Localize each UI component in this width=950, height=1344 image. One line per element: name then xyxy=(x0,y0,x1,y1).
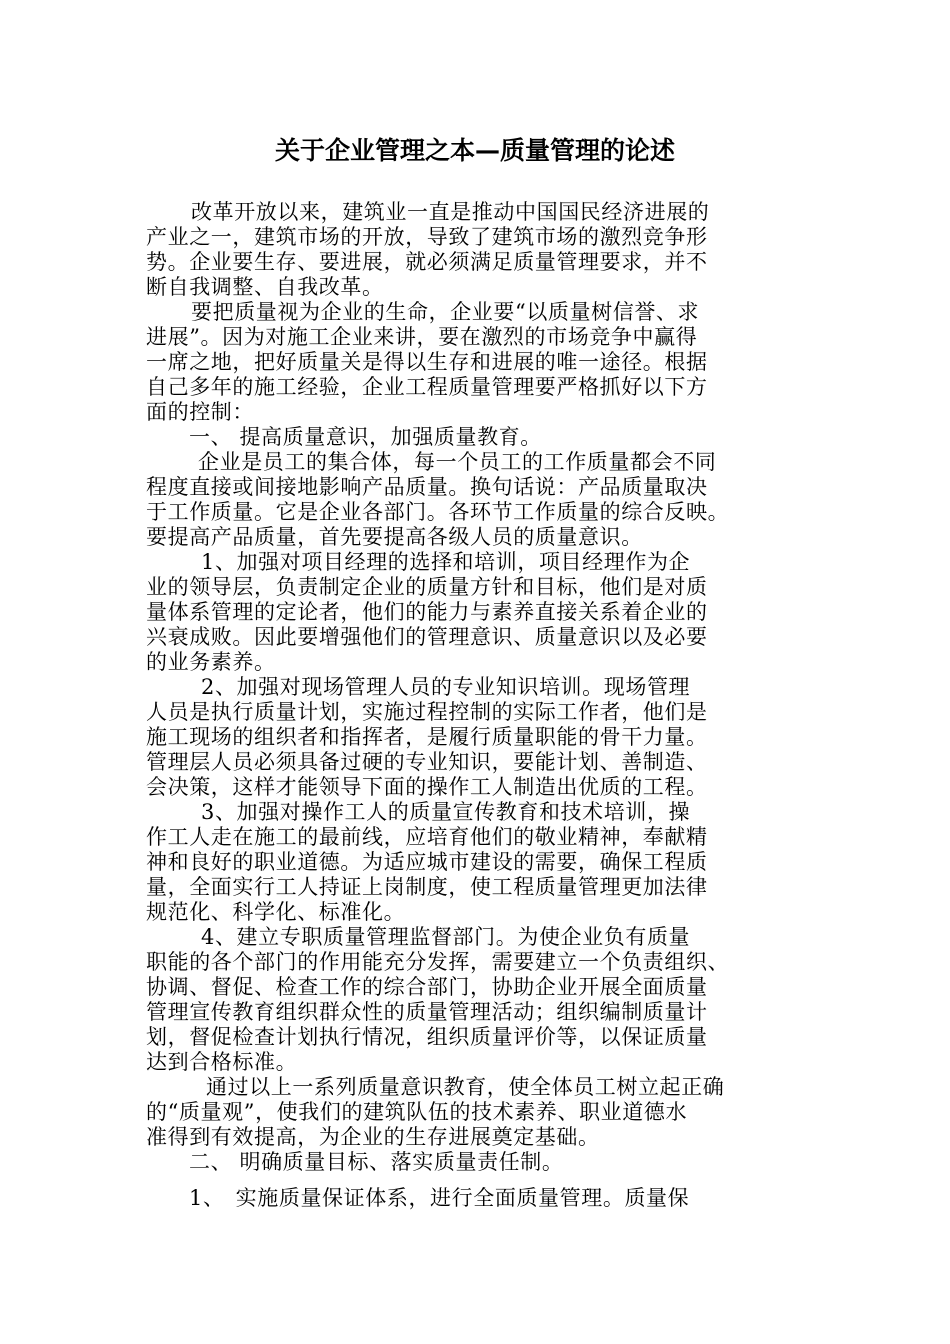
text-line: 管理宣传教育组织群众性的质量管理活动；组织编制质量计 xyxy=(146,1000,708,1024)
text-line: 2、加强对现场管理人员的专业知识培训。现场管理 xyxy=(201,675,691,699)
text-line: 通过以上一系列质量意识教育，使全体员工树立起正确 xyxy=(206,1075,725,1099)
text-line: 面的控制： xyxy=(146,400,254,424)
text-line: 的业务素养。 xyxy=(146,650,276,674)
text-line: 要提高产品质量，首先要提高各级人员的质量意识。 xyxy=(146,525,643,549)
text-line: 1、加强对项目经理的选择和培训，项目经理作为企 xyxy=(201,550,691,574)
text-line: 兴衰成败。因此要增强他们的管理意识、质量意识以及必要 xyxy=(146,625,708,649)
text-line: 自己多年的施工经验，企业工程质量管理要严格抓好以下方 xyxy=(146,375,708,399)
text-line: 产业之一，建筑市场的开放，导致了建筑市场的激烈竞争形 xyxy=(146,225,708,249)
text-line: 企业是员工的集合体，每一个员工的工作质量都会不同 xyxy=(198,450,717,474)
text-line: 规范化、科学化、标准化。 xyxy=(146,900,406,924)
text-line: 一席之地，把好质量关是得以生存和进展的唯一途径。根据 xyxy=(146,350,708,374)
text-line: 准得到有效提高，为企业的生存进展奠定基础。 xyxy=(146,1125,600,1149)
text-line: 的“质量观”，使我们的建筑队伍的技术素养、职业道德水 xyxy=(146,1100,688,1124)
text-line: 会决策，这样才能领导下面的操作工人制造出优质的工程。 xyxy=(146,775,708,799)
text-line: 量，全面实行工人持证上岗制度，使工程质量管理更加法律 xyxy=(146,875,708,899)
text-line: 人员是执行质量计划，实施过程控制的实际工作者，他们是 xyxy=(146,700,708,724)
text-line: 业的领导层，负责制定企业的质量方针和目标，他们是对质 xyxy=(146,575,708,599)
text-line: 势。企业要生存、要进展，就必须满足质量管理要求，并不 xyxy=(146,250,708,274)
text-line: 1、 实施质量保证体系，进行全面质量管理。质量保 xyxy=(189,1186,690,1210)
text-line: 进展”。因为对施工企业来讲，要在激烈的市场竞争中赢得 xyxy=(146,325,698,349)
text-line: 断自我调整、自我改革。 xyxy=(146,275,384,299)
section-heading: 一、 提高质量意识，加强质量教育。 xyxy=(189,425,542,449)
text-line: 程度直接或间接地影响产品质量。换句话说：产品质量取决 xyxy=(146,475,708,499)
text-line: 改革开放以来，建筑业一直是推动中国国民经济进展的 xyxy=(191,200,710,224)
text-line: 神和良好的职业道德。为适应城市建设的需要，确保工程质 xyxy=(146,850,708,874)
text-line: 职能的各个部门的作用能充分发挥，需要建立一个负责组织、 xyxy=(146,950,730,974)
document-title: 关于企业管理之本—质量管理的论述 xyxy=(274,136,675,165)
text-line: 管理层人员必须具备过硬的专业知识，要能计划、善制造、 xyxy=(146,750,708,774)
text-line: 协调、督促、检查工作的综合部门，协助企业开展全面质量 xyxy=(146,975,708,999)
text-line: 量体系管理的定论者，他们的能力与素养直接关系着企业的 xyxy=(146,600,708,624)
text-line: 4、建立专职质量管理监督部门。为使企业负有质量 xyxy=(201,925,691,949)
text-line: 于工作质量。它是企业各部门。各环节工作质量的综合反映。 xyxy=(146,500,730,524)
text-line: 划，督促检查计划执行情况，组织质量评价等，以保证质量 xyxy=(146,1025,708,1049)
text-line: 要把质量视为企业的生命，企业要“以质量树信誉、求 xyxy=(191,300,700,324)
section-heading: 二、 明确质量目标、落实质量责任制。 xyxy=(189,1150,564,1174)
text-line: 施工现场的组织者和指挥者，是履行质量职能的骨干力量。 xyxy=(146,725,708,749)
text-line: 作工人走在施工的最前线，应培育他们的敬业精神，奉献精 xyxy=(146,825,708,849)
text-line: 达到合格标准。 xyxy=(146,1050,298,1074)
text-line: 3、加强对操作工人的质量宣传教育和技术培训，操 xyxy=(201,800,691,824)
